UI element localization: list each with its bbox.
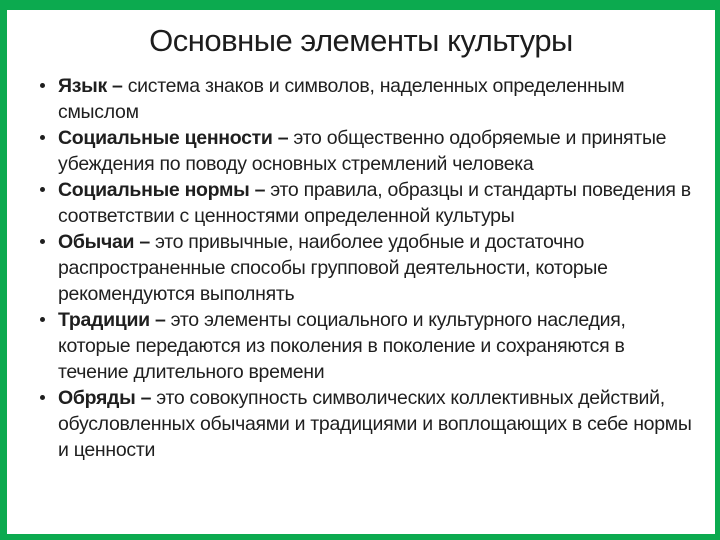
bullet-item bbox=[37, 307, 697, 385]
bullet-item bbox=[37, 229, 697, 307]
bullet-text: это общественно одобряемые и принятые убеждения по поводу основных стремлений человека bbox=[58, 126, 667, 175]
bullet-icon bbox=[40, 239, 45, 244]
bullet-text: это элементы социального и культурного наследия, которые передаются из поколения в поколение и сохраняются в течение длительного времени bbox=[58, 308, 626, 383]
bullet-icon bbox=[40, 317, 45, 322]
bullet-icon bbox=[40, 187, 45, 192]
bullet-text: это привычные, наиболее удобные и достаточно распространенные способы групповой деятельности, которые рекомендуются выполнять bbox=[58, 230, 608, 305]
bullet-term: Социальные нормы – bbox=[58, 178, 266, 201]
bullet-icon bbox=[40, 135, 45, 140]
bullet-item bbox=[37, 125, 697, 177]
bullet-text: это совокупность символических коллективных действий, обусловленных обычаями и традициями и воплощающих в себе нормы и ценности bbox=[58, 386, 692, 461]
bullet-item bbox=[37, 177, 697, 229]
slide-title: Основные элементы культуры bbox=[149, 23, 573, 58]
bullet-item bbox=[37, 73, 697, 125]
bullet-term: Социальные ценности – bbox=[58, 126, 289, 149]
bullet-term: Язык – bbox=[58, 74, 123, 97]
bullet-text: это правила, образцы и стандарты поведения в соответствии с ценностями определенной культуры bbox=[58, 178, 691, 227]
bullet-term: Обряды – bbox=[58, 386, 152, 409]
bullet-item bbox=[37, 385, 697, 463]
bullet-text: система знаков и символов, наделенных определенным смыслом bbox=[58, 74, 625, 123]
bullet-icon bbox=[40, 83, 45, 88]
bullet-term: Традиции – bbox=[58, 308, 166, 331]
bullet-icon bbox=[40, 395, 45, 400]
bullet-term: Обычаи – bbox=[58, 230, 150, 253]
bullet-list bbox=[37, 73, 697, 463]
